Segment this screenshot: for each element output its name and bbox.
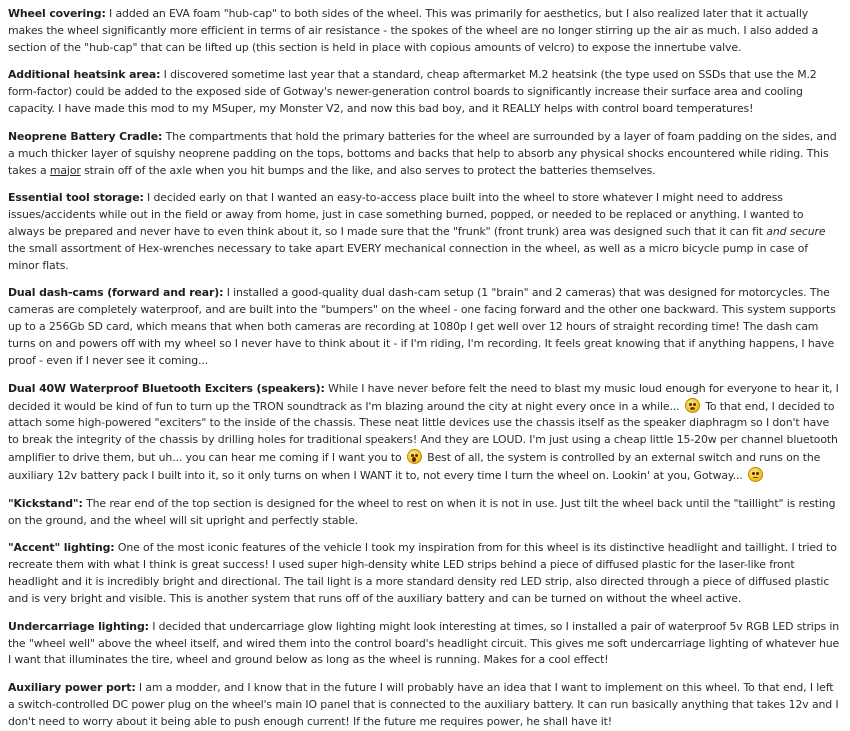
section-title: "Kickstand":	[8, 496, 83, 510]
section-text: strain off of the axle when you hit bumps and the like, and also serves to protect the batteries themselves.	[80, 163, 656, 177]
section-text: the small assortment of Hex-wrenches necessary to take apart EVERY mechanical connection in the wheel, as well as a micro bicycle pump in case of minor flats.	[8, 241, 808, 272]
section-exciters	[8, 381, 842, 485]
section-title: Undercarriage lighting:	[8, 619, 149, 633]
section-text: While I have never before felt the need to blast my music loud enough for everyone to hear it, I decided it would be kind of fun to turn up the TRON soundtrack as I'm blazing around the city at night every once in a while...	[8, 381, 839, 413]
section-battery-cradle	[8, 129, 842, 180]
section-title: Essential tool storage:	[8, 191, 144, 205]
section-title: Neoprene Battery Cradle:	[8, 129, 163, 143]
unamused-emoji-icon	[748, 467, 763, 482]
section-tool-storage	[8, 190, 842, 275]
emphasis-italic: and secure	[766, 225, 826, 239]
section-text: I decided that undercarriage glow lighting might look interesting at times, so I installed a pair of waterproof 5v RGB LED strips in the "wheel well" above the wheel itself, and wired them into the control board's headlight circuit. This gives me soft undercarriage lighting of whatever hue I want that illuminates the tire, wheel and ground below as long as the wheel is running. Makes for a cool effect!	[8, 619, 840, 667]
section-text: I installed a good-quality dual dash-cam setup (1 "brain" and 2 cameras) that was designed for motorcycles. The cameras are completely waterproof, and are built into the "bumpers" on the wheel - one facing forward and the other one backward. This system supports up to a 256Gb SD card, which means that when both cameras are recording at 1080p I get well over 12 hours of straight recording time! The dash cam turns on and powers off with my wheel so I never have to think about it - if I'm riding, I'm recording. It feels great knowing that if anything happens, I have proof - even if I never see it coming...	[8, 286, 836, 368]
section-undercarriage	[8, 619, 842, 670]
section-text: One of the most iconic features of the vehicle I took my inspiration from for this wheel is its distinctive headlight and taillight. I tried to recreate them with what I think is great success! I used super high-density white LED strips behind a piece of diffused plastic for the laser-like front headlight and it is incredibly bright and directional. The tail light is a more standard density red LED strip, also directed through a piece of diffused plastic and is very bright and visible. This is another system that runs off of the auxiliary battery and can be turned on without the wheel active.	[8, 541, 837, 605]
shocked-emoji-icon	[407, 449, 422, 464]
section-title: Auxiliary power port:	[8, 681, 136, 694]
emphasis-underline: major	[49, 163, 81, 177]
section-text: I discovered sometime last year that a standard, cheap aftermarket M.2 heatsink (the type used on SSDs that use the M.2 form-factor) could be added to the exposed side of Gotway's newer-generation control boards to significantly increase their surface area and cooling capacity. I have made this mod to my MSuper, my Monster V2, and now this bad boy, and it REALLY helps with control board temperatures!	[8, 68, 817, 116]
section-text: The rear end of the top section is designed for the wheel to rest on when it is not in use. Just tilt the wheel back until the "taillight" is resting on the ground, and the wheel will sit upright and perfectly stable.	[8, 496, 836, 527]
section-text: Best of all, the system is controlled by an external switch and runs on the auxiliary 12v battery pack I built into it, so it only turns on when I WANT it to, not every time I turn the wheel on. Lookin' at you, Gotway...	[8, 451, 821, 483]
grimace-emoji-icon	[685, 398, 700, 413]
section-text: To that end, I decided to attach some high-powered "exciters" to the inside of the chassis. These neat little devices use the chassis itself as the speaker diaphragm so I don't have to break the integrity of the chassis by drilling holes for traditional speakers! And they are LOUD. I'm just using a cheap little 15-20w per channel bluetooth amplifier to drive them, but uh... you can hear me coming if I want you to	[8, 399, 838, 465]
section-aux-power	[8, 680, 842, 731]
section-text: I am a modder, and I know that in the future I will probably have an idea that I want to implement on this wheel. To that end, I left a switch-controlled DC power plug on the wheel's main IO panel that is connected to the auxiliary battery. It can run basically anything that takes 12v and I don't need to worry about it being able to push enough current! If the future me requires power, he shall have it!	[8, 681, 839, 728]
section-title: Additional heatsink area:	[8, 68, 161, 82]
section-accent-lighting	[8, 540, 842, 608]
section-heatsink	[8, 67, 842, 118]
section-dash-cams	[8, 285, 842, 370]
section-title: Dual dash-cams (forward and rear):	[8, 286, 224, 300]
section-title: Dual 40W Waterproof Bluetooth Exciters (speakers):	[8, 381, 325, 395]
section-wheel-covering	[8, 6, 842, 57]
section-text: I decided early on that I wanted an easy-to-access place built into the wheel to store whatever I might need to address issues/accidents while out in the field or away from home, just in case something burned, popped, or needed to be replaced or anything. I wanted to always be prepared and never have to even think about it, so I made sure that the "frunk" (front trunk) area was designed such that it can fit	[8, 191, 804, 239]
section-title: Wheel covering:	[8, 7, 106, 20]
section-text: The compartments that hold the primary batteries for the wheel are surrounded by a layer of foam padding on the sides, and a much thicker layer of squishy neoprene padding on the tops, bottoms and backs that help to absorb any physical shocks encountered while riding. This takes a	[8, 129, 837, 177]
section-title: "Accent" lighting:	[8, 541, 115, 555]
section-text: I added an EVA foam "hub-cap" to both sides of the wheel. This was primarily for aesthetics, but I also realized later that it actually makes the wheel significantly more efficient in terms of air resistance - the spokes of the wheel are no longer stirring up the air as much. I also added a section of the "hub-cap" that can be lifted up (this section is held in place with copious amounts of velcro) to expose the innertube valve.	[8, 7, 819, 54]
section-kickstand	[8, 496, 842, 530]
